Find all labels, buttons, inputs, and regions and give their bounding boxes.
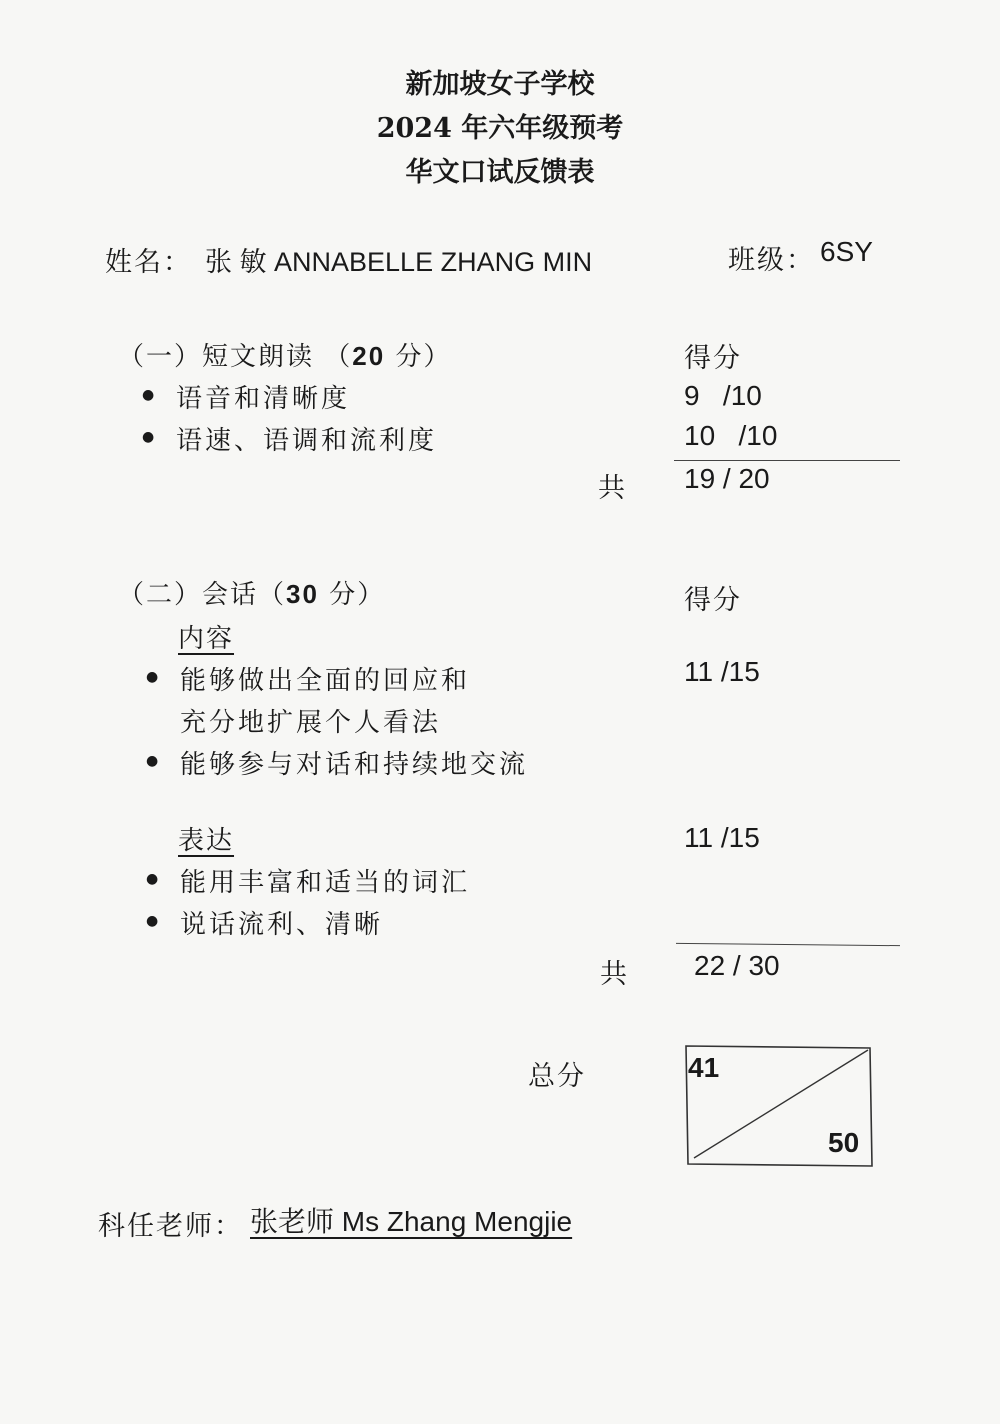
grand-total-label: 总分 <box>528 1061 586 1092</box>
section2-score-header: 得分 <box>684 585 742 616</box>
section2-heading-open: （二）会话（ <box>118 580 287 610</box>
content-item-1: ● 能够做出全面的回应和 <box>180 660 470 697</box>
section2-heading-close: 分） <box>318 580 386 610</box>
school-name: 新加坡女子学校 <box>405 69 595 100</box>
section1-heading-open: （一）短文朗读 （ <box>118 342 353 372</box>
section1-total-label: 共 <box>598 473 627 504</box>
exam-title: 2024 年六年级预考 <box>376 113 624 144</box>
grand-total-score: 41 <box>688 1052 720 1083</box>
name-label: 姓名： <box>105 247 192 278</box>
teacher-label: 科任老师： <box>98 1211 243 1242</box>
section1-divider <box>674 460 900 461</box>
content-subheading: 内容 <box>178 624 235 654</box>
form-title: 华文口试反馈表 <box>405 157 595 188</box>
class-value: 6SY <box>820 236 873 267</box>
content-score: 11 /15 <box>684 656 760 687</box>
content-item-2: ● 能够参与对话和持续地交流 <box>180 744 528 781</box>
section1-score-1: 9 /10 <box>684 380 762 411</box>
section1-item-1: ● 语音和清晰度 <box>176 378 350 415</box>
expression-score: 11 /15 <box>684 822 760 853</box>
grand-total-max: 50 <box>828 1127 860 1158</box>
student-name: 张 敏 ANNABELLE ZHANG MIN <box>205 247 593 277</box>
section1-heading <box>118 336 451 373</box>
section2-total: 22 / 30 <box>694 950 780 981</box>
section2-total-label: 共 <box>600 959 629 990</box>
expression-item-1: ● 能用丰富和适当的词汇 <box>180 862 470 899</box>
teacher-name: 张老师 Ms Zhang Mengjie <box>250 1206 573 1237</box>
section1-points: 20 <box>352 341 386 371</box>
class-label: 班级： <box>728 245 815 276</box>
section1-score-2: 10 /10 <box>684 420 778 451</box>
section1-heading-close: 分） <box>385 342 452 372</box>
content-item-1-cont: 充分地扩展个人看法 <box>180 708 442 738</box>
section1-total: 19 / 20 <box>684 463 770 494</box>
section1-score-header: 得分 <box>684 343 742 374</box>
expression-subheading: 表达 <box>178 826 235 856</box>
expression-item-2: ● 说话流利、清晰 <box>180 904 383 941</box>
section1-item-2: ● 语速、语调和流利度 <box>176 420 437 457</box>
section2-points: 30 <box>286 579 319 609</box>
section2-heading <box>118 574 385 611</box>
section2-divider <box>676 943 900 946</box>
